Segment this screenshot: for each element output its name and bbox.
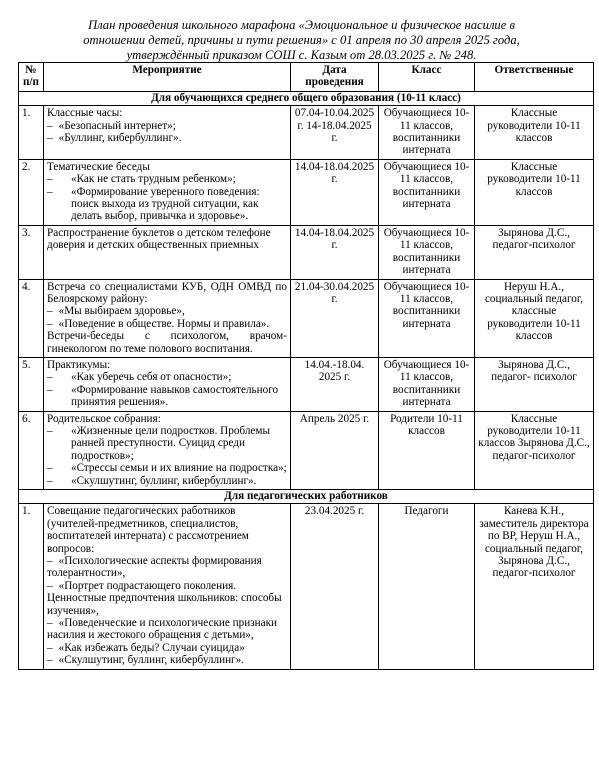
table-row — [19, 159, 594, 225]
table-header-row — [19, 63, 594, 92]
event-item: – «Стрессы семьи и их влияние на подростка»; — [47, 462, 287, 474]
row-date: 07.04-10.04.2025 г. 14-18.04.2025 г. — [291, 106, 379, 160]
event-item: – «Безопасный интернет»; — [47, 120, 287, 132]
table-row — [19, 225, 594, 279]
section-row-students — [19, 91, 594, 105]
header-event: Мероприятие — [44, 63, 291, 92]
row-date: 23.04.2025 г. — [291, 504, 379, 669]
event-title: Распространение буклетов о детском телефоне доверия и детских общественных приемных — [47, 226, 271, 252]
row-responsible: Зырянова Д.С., педагог-психолог — [475, 225, 594, 279]
row-num: 5. — [19, 357, 44, 411]
event-title: Совещание педагогических работников (учителей-предметников, специалистов, воспитателей интерната) с рассмотрением вопросов: — [47, 505, 249, 555]
event-item: – «Как не стать трудным ребенком»; — [47, 173, 287, 185]
row-date: Апрель 2025 г. — [291, 411, 379, 489]
section-title-pedagogs: Для педагогических работников — [19, 490, 594, 504]
event-title: Встреча со специалистами КУБ, ОДН ОМВД по Белоярскому району: — [47, 280, 287, 305]
row-num: 3. — [19, 225, 44, 279]
row-event — [44, 225, 291, 279]
table-row — [19, 357, 594, 411]
row-num: 1. — [19, 504, 44, 669]
event-item: – «Буллинг, кибербуллинг». — [47, 132, 287, 144]
row-responsible: Классные руководители 10-11 классов — [475, 159, 594, 225]
section-row-pedagogs — [19, 490, 594, 504]
row-date: 14.04.-18.04. 2025 г. — [291, 357, 379, 411]
row-date: 21.04-30.04.2025 г. — [291, 279, 379, 357]
table-row — [19, 106, 594, 160]
row-date: 14.04-18.04.2025 г. — [291, 225, 379, 279]
event-item: – «Портрет подрастающего поколения. Ценностные предпочтения школьников: способы изучения», — [47, 580, 287, 617]
event-item: – «Поведенческие и психологические признаки насилия и жестокого обращения с детьми», — [47, 617, 287, 642]
header-responsible: Ответственные — [475, 63, 594, 92]
row-num: 2. — [19, 159, 44, 225]
section-title-students: Для обучающихся среднего общего образования (10-11 класс) — [19, 91, 594, 105]
row-responsible: Зырянова Д.С., педагог- психолог — [475, 357, 594, 411]
row-event — [44, 504, 291, 669]
event-title: Практикумы: — [47, 358, 111, 371]
header-class: Класс — [379, 63, 475, 92]
table-row — [19, 279, 594, 357]
row-class: Родители 10-11 классов — [379, 411, 475, 489]
event-title: Родительское собрания: — [47, 412, 161, 425]
row-class: Обучающиеся 10-11 классов, воспитанники интерната — [379, 106, 475, 160]
row-date: 14.04-18.04.2025 г. — [291, 159, 379, 225]
row-responsible: Классные руководители 10-11 классов Зырянова Д.С., педагог-психолог — [475, 411, 594, 489]
header-num: № п/п — [19, 63, 44, 92]
row-class: Обучающиеся 10-11 классов, воспитанники интерната — [379, 357, 475, 411]
header-date: Дата проведения — [291, 63, 379, 92]
plan-table — [18, 62, 594, 670]
event-item: – «Формирование уверенного поведения: поиск выхода из трудной ситуации, как делать выбор, привычка и здоровье». — [47, 186, 287, 223]
title-line-1: План проведения школьного марафона «Эмоциональное и физическое насилие в — [88, 18, 515, 32]
row-num: 1. — [19, 106, 44, 160]
title-line-2: отношении детей, причины и пути решения» с 01 апреля по 30 апреля 2025 года, — [83, 33, 520, 47]
row-class: Обучающиеся 10-11 классов, воспитанники интерната — [379, 279, 475, 357]
row-event — [44, 106, 291, 160]
event-item: – «Как избежать беды? Случаи суицида» — [47, 642, 287, 654]
row-num: 6. — [19, 411, 44, 489]
event-item: – «Психологические аспекты формирования толерантности», — [47, 555, 287, 580]
row-event — [44, 357, 291, 411]
event-title: Классные часы: — [47, 107, 123, 120]
table-row — [19, 504, 594, 669]
event-item: – «Формирование навыков самостоятельного принятия решения». — [47, 384, 287, 409]
event-title: Тематические беседы — [47, 160, 150, 173]
row-num: 4. — [19, 279, 44, 357]
row-responsible: Неруш Н.А., социальный педагог, классные руководители 10-11 классов — [475, 279, 594, 357]
event-item: – «Жизненные цели подростков. Проблемы ранней преступности. Суицид среди подростков»; — [47, 425, 287, 462]
row-class: Обучающиеся 10-11 классов, воспитанники интерната — [379, 159, 475, 225]
table-row — [19, 411, 594, 489]
row-event — [44, 411, 291, 489]
row-responsible: Классные руководители 10-11 классов — [475, 106, 594, 160]
row-event — [44, 159, 291, 225]
event-item: – «Скулшутинг, буллинг, кибербуллинг». — [47, 475, 287, 487]
row-event — [44, 279, 291, 357]
row-class: Обучающиеся 10-11 классов, воспитанники интерната — [379, 225, 475, 279]
event-item: – «Мы выбираем здоровье», — [47, 305, 287, 317]
event-item: – «Как уберечь себя от опасности»; — [47, 371, 287, 383]
event-tail: Встречи-беседы с психологом, врачом-гинекологом по теме полового воспитания. — [47, 330, 287, 355]
document-title — [14, 18, 589, 63]
title-line-3: утверждённый приказом СОШ с. Казым от 28.03.2025 г. № 248. — [126, 48, 477, 62]
row-class: Педагоги — [379, 504, 475, 669]
row-responsible: Канева К.Н., заместитель директора по ВР, Неруш Н.А., социальный педагог, Зырянова Д.С., педагог-психолог — [475, 504, 594, 669]
event-item: – «Скулшутинг, буллинг, кибербуллинг». — [47, 654, 287, 666]
event-item: – «Поведение в обществе. Нормы и правила». — [47, 318, 287, 330]
